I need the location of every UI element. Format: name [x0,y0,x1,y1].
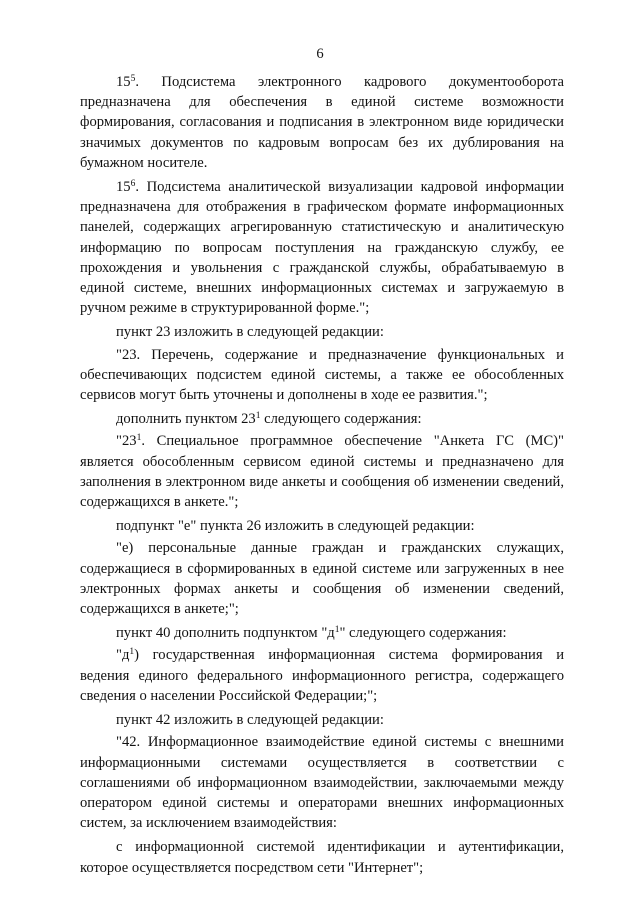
paragraph-text: "23. Перечень, содержание и предназначение функциональных и обеспечивающих подсистем единой системы, а также ее обособленных сервисов могут быть уточнены и дополнены в ходе ее развития."; [80,346,564,404]
paragraph-p40d1 [80,645,564,706]
page-number: 6 [316,46,324,62]
superscript-index: 1 [136,433,142,444]
superscript-index: 1 [255,411,261,422]
paragraph-p15-6 [80,177,564,318]
paragraph-text: "д [116,647,130,664]
paragraph-text-cont: ) государственная информационная система формирования и ведения единого федерального информационного регистра, содержащего сведения о населении Российской Федерации;"; [80,647,564,704]
paragraph-p-instr-23-1 [80,409,564,429]
paragraph-text: "23 [116,433,137,450]
paragraph-p42-a [80,837,564,877]
paragraph-p15-5 [80,72,564,173]
paragraph-text: подпункт "е" пункта 26 изложить в следующей редакции: [116,518,475,535]
document-body [80,72,564,882]
paragraph-text-cont: . Подсистема аналитической визуализации кадровой информации предназначена для отображения в графическом формате информационных панелей, содержащих агрегированную статистическую и аналитическую информацию по вопросам поступления на гражданскую службу, ее прохождения и увольнения с гражданской службы, обрабатываемую в единой системе, внешних информационных системах и загружаемую в ручном режиме в структурированной форме."; [80,179,564,317]
paragraph-text: 15 [116,74,131,90]
superscript-index: 6 [130,179,136,190]
paragraph-p26e [80,538,564,619]
superscript-index: 5 [130,74,136,84]
superscript-index: 1 [334,625,340,636]
paragraph-text: 15 [116,179,131,196]
paragraph-text-cont: . Подсистема электронного кадрового документооборота предназначена для обеспечения в единой системе возможности формирования, согласования и подписания в электронном виде юридически значимых документов по кадровым вопросам без их дублирования на бумажном носителе. [80,74,564,171]
paragraph-text-cont: " следующего содержания: [339,625,507,642]
paragraph-text: пункт 40 дополнить подпунктом "д [116,625,335,642]
paragraph-text: дополнить пунктом 23 [116,411,256,428]
paragraph-p-instr-23 [80,322,564,342]
paragraph-p-instr-42 [80,710,564,730]
paragraph-text: пункт 23 изложить в следующей редакции: [116,324,384,341]
paragraph-p-instr-26e [80,516,564,536]
paragraph-text: с информационной системой идентификации и аутентификации, которое осуществляется посредством сети "Интернет"; [80,839,564,876]
paragraph-p42 [80,732,564,833]
paragraph-text: пункт 42 изложить в следующей редакции: [116,712,384,729]
paragraph-p23 [80,345,564,406]
paragraph-text: "42. Информационное взаимодействие единой системы с внешними информационными системами осуществляется в соответствии с соглашениями об информационном взаимодействии, заключаемыми между оператором единой системы и операторами внешних информационных систем, за исключением взаимодействия: [80,734,564,832]
paragraph-text-cont: следующего содержания: [260,411,422,428]
paragraph-text: "е) персональные данные граждан и гражданских служащих, содержащиеся в сформированных в единой системе или загруженных в нее электронных формах анкеты и сообщения об изменении сведений, содержащихся в анкете;"; [80,540,564,618]
superscript-index: 1 [129,647,135,658]
paragraph-text-cont: . Специальное программное обеспечение "Анкета ГС (МС)" является обособленным сервисом единой системы и предназначено для заполнения в электронном виде анкеты и сообщения об изменении сведений, содержащихся в анкете."; [80,433,564,511]
paragraph-p-instr-40 [80,623,564,643]
paragraph-p23-1 [80,431,564,512]
